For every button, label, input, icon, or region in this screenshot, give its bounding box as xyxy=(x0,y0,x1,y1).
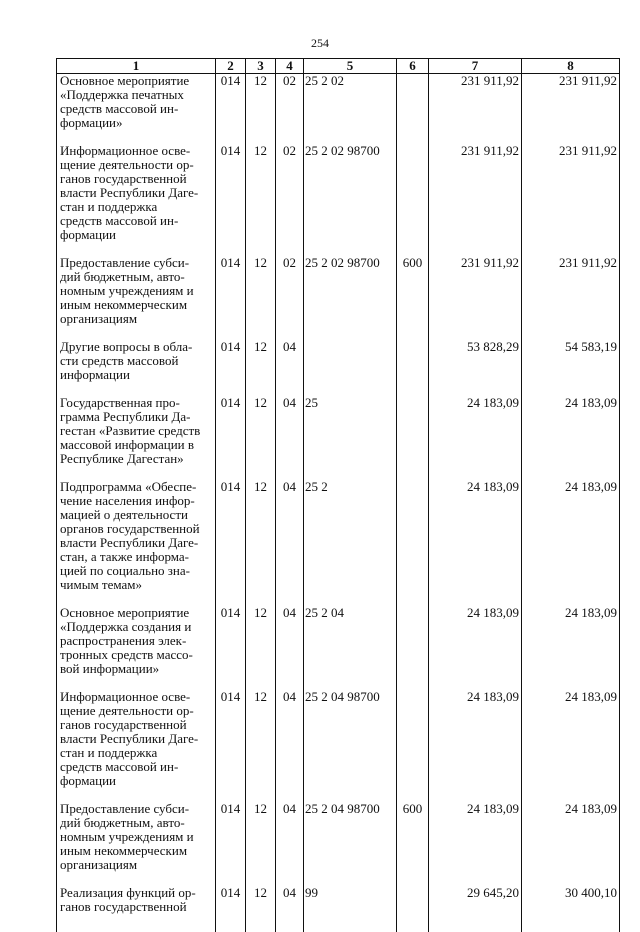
spacer-cell xyxy=(276,914,304,932)
row-name-line: средств массовой ин- xyxy=(60,760,213,774)
spacer-cell xyxy=(216,130,246,144)
target-article: 25 2 02 xyxy=(304,74,397,131)
expense-type xyxy=(397,886,429,914)
spacer-cell xyxy=(246,326,276,340)
row-name-line: Республике Дагестан» xyxy=(60,452,213,466)
spacer-cell xyxy=(276,676,304,690)
ministry-code: 014 xyxy=(216,690,246,788)
column-header-5: 5 xyxy=(304,59,397,74)
spacer-cell xyxy=(522,326,620,340)
row-name xyxy=(57,480,216,592)
spacer-cell xyxy=(429,242,522,256)
spacer-cell xyxy=(276,592,304,606)
spacer-cell xyxy=(429,326,522,340)
row-name-line: информации xyxy=(60,368,213,382)
target-article: 25 2 04 98700 xyxy=(304,690,397,788)
row-name-line: номным учреждениям и xyxy=(60,284,213,298)
row-name-line: Информационное осве- xyxy=(60,144,213,158)
spacer-cell xyxy=(276,382,304,396)
spacer-cell xyxy=(304,242,397,256)
spacer-cell xyxy=(429,676,522,690)
spacer-cell xyxy=(429,788,522,802)
row-name-line: сти средств массовой xyxy=(60,354,213,368)
amount-col-8: 231 911,92 xyxy=(522,144,620,242)
spacer-cell xyxy=(304,466,397,480)
section-code: 12 xyxy=(246,340,276,382)
spacer-cell xyxy=(304,382,397,396)
section-code: 12 xyxy=(246,144,276,242)
spacer-cell xyxy=(246,382,276,396)
row-name-line: средств массовой ин- xyxy=(60,102,213,116)
spacer-cell xyxy=(216,872,246,886)
row-name-line: дий бюджетным, авто- xyxy=(60,270,213,284)
subsection-code: 04 xyxy=(276,606,304,676)
row-name-line: цией по социально зна- xyxy=(60,564,213,578)
spacer-cell xyxy=(276,326,304,340)
column-header-8: 8 xyxy=(522,59,620,74)
spacer-cell xyxy=(397,130,429,144)
row-name-line: Основное мероприятие xyxy=(60,606,213,620)
ministry-code: 014 xyxy=(216,396,246,466)
row-spacer xyxy=(57,676,620,690)
row-name-line: формации xyxy=(60,774,213,788)
amount-col-7: 24 183,09 xyxy=(429,396,522,466)
row-spacer xyxy=(57,130,620,144)
row-name-line: Другие вопросы в обла- xyxy=(60,340,213,354)
spacer-cell xyxy=(429,382,522,396)
ministry-code: 014 xyxy=(216,256,246,326)
spacer-cell xyxy=(57,914,216,932)
spacer-cell xyxy=(276,130,304,144)
column-header-1: 1 xyxy=(57,59,216,74)
spacer-cell xyxy=(216,326,246,340)
spacer-cell xyxy=(57,466,216,480)
spacer-cell xyxy=(429,592,522,606)
row-name-line: распространения элек- xyxy=(60,634,213,648)
section-code: 12 xyxy=(246,886,276,914)
target-article: 25 xyxy=(304,396,397,466)
spacer-cell xyxy=(57,872,216,886)
spacer-cell xyxy=(246,914,276,932)
section-code: 12 xyxy=(246,74,276,131)
spacer-cell xyxy=(522,592,620,606)
amount-col-7: 231 911,92 xyxy=(429,144,522,242)
row-name-line: стан и поддержка xyxy=(60,200,213,214)
spacer-cell xyxy=(429,466,522,480)
spacer-cell xyxy=(216,914,246,932)
row-name-line: щение деятельности ор- xyxy=(60,158,213,172)
row-name-line: мацией о деятельности xyxy=(60,508,213,522)
row-name-line: ганов государственной xyxy=(60,900,213,914)
spacer-cell xyxy=(246,592,276,606)
row-name xyxy=(57,340,216,382)
ministry-code: 014 xyxy=(216,802,246,872)
column-header-4: 4 xyxy=(276,59,304,74)
spacer-cell xyxy=(57,788,216,802)
row-name-line: «Поддержка создания и xyxy=(60,620,213,634)
table-row xyxy=(57,802,620,872)
spacer-cell xyxy=(57,130,216,144)
row-name-line: органов государственной xyxy=(60,522,213,536)
row-name-line: стан и поддержка xyxy=(60,746,213,760)
spacer-cell xyxy=(522,914,620,932)
spacer-cell xyxy=(216,382,246,396)
expense-type: 600 xyxy=(397,256,429,326)
row-name xyxy=(57,886,216,914)
row-name xyxy=(57,144,216,242)
expense-type xyxy=(397,690,429,788)
subsection-code: 04 xyxy=(276,480,304,592)
row-name-line: Предоставление субси- xyxy=(60,802,213,816)
spacer-cell xyxy=(304,788,397,802)
column-header-3: 3 xyxy=(246,59,276,74)
target-article: 25 2 04 xyxy=(304,606,397,676)
amount-col-8: 24 183,09 xyxy=(522,396,620,466)
row-name-line: чение населения инфор- xyxy=(60,494,213,508)
row-spacer xyxy=(57,872,620,886)
amount-col-8: 24 183,09 xyxy=(522,480,620,592)
column-header-6: 6 xyxy=(397,59,429,74)
amount-col-8: 24 183,09 xyxy=(522,690,620,788)
spacer-cell xyxy=(246,242,276,256)
expense-type xyxy=(397,340,429,382)
row-name-line: Подпрограмма «Обеспе- xyxy=(60,480,213,494)
spacer-cell xyxy=(57,382,216,396)
target-article xyxy=(304,340,397,382)
amount-col-7: 24 183,09 xyxy=(429,480,522,592)
spacer-cell xyxy=(397,466,429,480)
subsection-code: 04 xyxy=(276,886,304,914)
spacer-cell xyxy=(246,466,276,480)
row-spacer xyxy=(57,242,620,256)
spacer-cell xyxy=(397,788,429,802)
spacer-cell xyxy=(57,242,216,256)
row-spacer xyxy=(57,382,620,396)
row-name-line: организациям xyxy=(60,858,213,872)
spacer-cell xyxy=(57,326,216,340)
amount-col-7: 29 645,20 xyxy=(429,886,522,914)
expense-type xyxy=(397,606,429,676)
spacer-cell xyxy=(216,242,246,256)
row-name-line: власти Республики Даге- xyxy=(60,536,213,550)
amount-col-8: 231 911,92 xyxy=(522,74,620,131)
row-name xyxy=(57,74,216,131)
spacer-cell xyxy=(246,872,276,886)
spacer-cell xyxy=(276,466,304,480)
spacer-cell xyxy=(216,466,246,480)
row-name-line: Предоставление субси- xyxy=(60,256,213,270)
row-name xyxy=(57,690,216,788)
row-name-line: стан, а также информа- xyxy=(60,550,213,564)
spacer-cell xyxy=(522,466,620,480)
spacer-cell xyxy=(216,676,246,690)
row-spacer xyxy=(57,466,620,480)
spacer-cell xyxy=(57,676,216,690)
spacer-cell xyxy=(216,788,246,802)
spacer-cell xyxy=(276,872,304,886)
table-body xyxy=(57,74,620,932)
section-code: 12 xyxy=(246,396,276,466)
row-spacer xyxy=(57,326,620,340)
row-name-line: щение деятельности ор- xyxy=(60,704,213,718)
spacer-cell xyxy=(304,872,397,886)
row-name-line: власти Республики Даге- xyxy=(60,732,213,746)
expense-type: 600 xyxy=(397,802,429,872)
row-name-line: Основное мероприятие xyxy=(60,74,213,88)
row-name-line: иным некоммерческим xyxy=(60,298,213,312)
ministry-code: 014 xyxy=(216,886,246,914)
target-article: 25 2 02 98700 xyxy=(304,144,397,242)
row-name-line: иным некоммерческим xyxy=(60,844,213,858)
row-name-line: организациям xyxy=(60,312,213,326)
row-name-line: власти Республики Даге- xyxy=(60,186,213,200)
table-row xyxy=(57,396,620,466)
spacer-cell xyxy=(397,592,429,606)
spacer-cell xyxy=(522,788,620,802)
amount-col-7: 231 911,92 xyxy=(429,74,522,131)
subsection-code: 04 xyxy=(276,802,304,872)
row-name-line: массовой информации в xyxy=(60,438,213,452)
spacer-cell xyxy=(397,914,429,932)
target-article: 25 2 xyxy=(304,480,397,592)
row-name-line: формации» xyxy=(60,116,213,130)
subsection-code: 02 xyxy=(276,256,304,326)
row-name-line: тронных средств массо- xyxy=(60,648,213,662)
spacer-cell xyxy=(246,130,276,144)
spacer-cell xyxy=(429,872,522,886)
subsection-code: 02 xyxy=(276,144,304,242)
spacer-cell xyxy=(397,326,429,340)
column-header-7: 7 xyxy=(429,59,522,74)
amount-col-7: 24 183,09 xyxy=(429,690,522,788)
expense-type xyxy=(397,396,429,466)
expense-type xyxy=(397,144,429,242)
row-name-line: грамма Республики Да- xyxy=(60,410,213,424)
row-name-line: ганов государственной xyxy=(60,718,213,732)
section-code: 12 xyxy=(246,480,276,592)
spacer-cell xyxy=(397,382,429,396)
amount-col-8: 231 911,92 xyxy=(522,256,620,326)
column-header-2: 2 xyxy=(216,59,246,74)
row-spacer xyxy=(57,788,620,802)
table-row xyxy=(57,340,620,382)
row-name-line: чимым темам» xyxy=(60,578,213,592)
section-code: 12 xyxy=(246,256,276,326)
table-row xyxy=(57,690,620,788)
amount-col-7: 231 911,92 xyxy=(429,256,522,326)
row-name xyxy=(57,256,216,326)
amount-col-7: 24 183,09 xyxy=(429,802,522,872)
row-name-line: ганов государственной xyxy=(60,172,213,186)
amount-col-8: 30 400,10 xyxy=(522,886,620,914)
ministry-code: 014 xyxy=(216,480,246,592)
subsection-code: 04 xyxy=(276,690,304,788)
row-name-line: дий бюджетным, авто- xyxy=(60,816,213,830)
spacer-cell xyxy=(216,592,246,606)
spacer-cell xyxy=(397,676,429,690)
row-name-line: «Поддержка печатных xyxy=(60,88,213,102)
row-name-line: средств массовой ин- xyxy=(60,214,213,228)
spacer-cell xyxy=(522,382,620,396)
row-name-line: Реализация функций ор- xyxy=(60,886,213,900)
spacer-cell xyxy=(276,242,304,256)
row-spacer xyxy=(57,592,620,606)
target-article: 25 2 04 98700 xyxy=(304,802,397,872)
spacer-cell xyxy=(246,676,276,690)
expense-type xyxy=(397,74,429,131)
spacer-cell xyxy=(304,676,397,690)
subsection-code: 04 xyxy=(276,340,304,382)
target-article: 99 xyxy=(304,886,397,914)
ministry-code: 014 xyxy=(216,144,246,242)
spacer-cell xyxy=(246,788,276,802)
spacer-cell xyxy=(397,242,429,256)
row-name-line: формации xyxy=(60,228,213,242)
ministry-code: 014 xyxy=(216,74,246,131)
row-name-line: номным учреждениям и xyxy=(60,830,213,844)
row-name xyxy=(57,396,216,466)
spacer-cell xyxy=(522,130,620,144)
table-row xyxy=(57,74,620,131)
amount-col-7: 24 183,09 xyxy=(429,606,522,676)
page-number: 254 xyxy=(0,36,640,51)
expense-type xyxy=(397,480,429,592)
spacer-cell xyxy=(276,788,304,802)
row-spacer xyxy=(57,914,620,932)
row-name-line: гестан «Развитие средств xyxy=(60,424,213,438)
spacer-cell xyxy=(522,676,620,690)
subsection-code: 02 xyxy=(276,74,304,131)
subsection-code: 04 xyxy=(276,396,304,466)
header-row xyxy=(57,59,620,74)
row-name-line: вой информации» xyxy=(60,662,213,676)
spacer-cell xyxy=(397,872,429,886)
amount-col-8: 24 183,09 xyxy=(522,606,620,676)
spacer-cell xyxy=(304,326,397,340)
section-code: 12 xyxy=(246,690,276,788)
spacer-cell xyxy=(429,914,522,932)
amount-col-7: 53 828,29 xyxy=(429,340,522,382)
spacer-cell xyxy=(522,872,620,886)
table-row xyxy=(57,256,620,326)
table-row xyxy=(57,606,620,676)
spacer-cell xyxy=(304,914,397,932)
section-code: 12 xyxy=(246,606,276,676)
row-name xyxy=(57,802,216,872)
ministry-code: 014 xyxy=(216,606,246,676)
target-article: 25 2 02 98700 xyxy=(304,256,397,326)
spacer-cell xyxy=(57,592,216,606)
spacer-cell xyxy=(429,130,522,144)
table-row xyxy=(57,144,620,242)
amount-col-8: 54 583,19 xyxy=(522,340,620,382)
spacer-cell xyxy=(304,592,397,606)
ministry-code: 014 xyxy=(216,340,246,382)
table-row xyxy=(57,480,620,592)
section-code: 12 xyxy=(246,802,276,872)
row-name-line: Государственная про- xyxy=(60,396,213,410)
row-name xyxy=(57,606,216,676)
spacer-cell xyxy=(522,242,620,256)
budget-table xyxy=(56,58,620,932)
table-row xyxy=(57,886,620,914)
amount-col-8: 24 183,09 xyxy=(522,802,620,872)
spacer-cell xyxy=(304,130,397,144)
row-name-line: Информационное осве- xyxy=(60,690,213,704)
